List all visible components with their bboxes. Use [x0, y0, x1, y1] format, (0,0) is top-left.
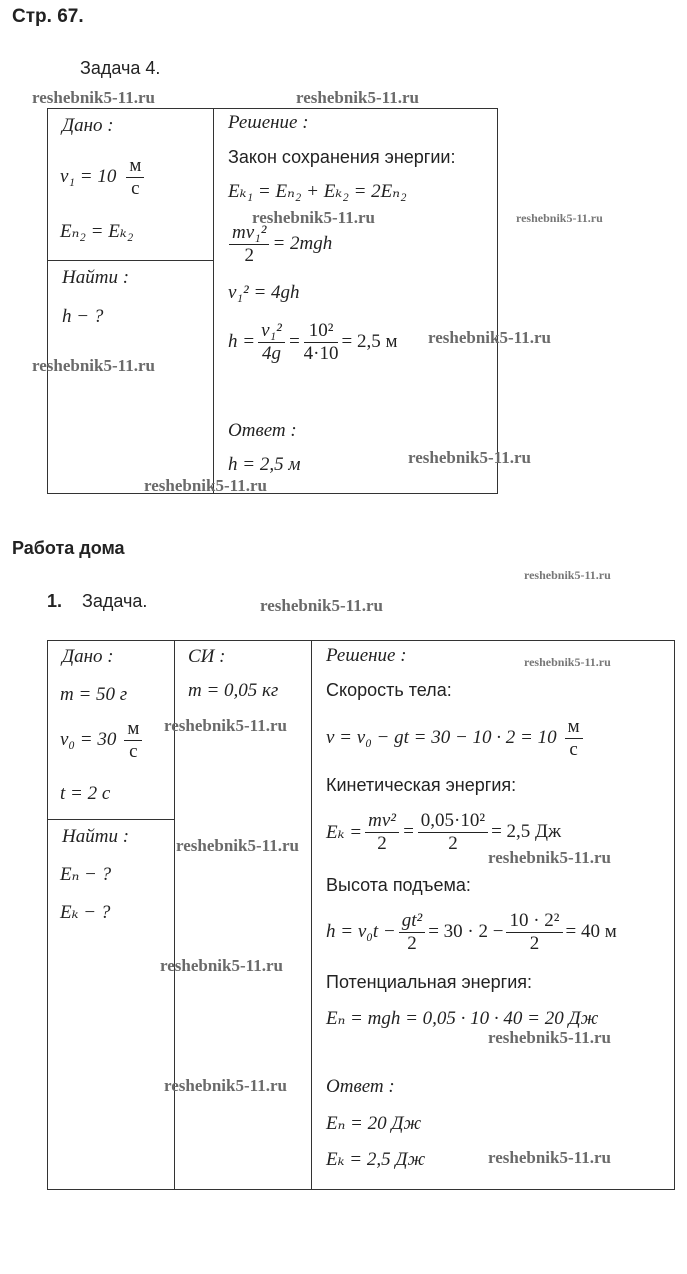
watermark: reshebnik5-11.ru	[428, 328, 551, 347]
hw-kin-label: Кинетическая энергия:	[326, 775, 517, 795]
hw-speed-label: Скорость тела:	[326, 680, 452, 700]
task4-given-label: Дано :	[62, 115, 114, 136]
watermark: reshebnik5-11.ru	[252, 208, 375, 227]
task4-find: h − ?	[62, 306, 104, 327]
homework-item-title: Задача.	[82, 591, 148, 611]
hw-height-label: Высота подъема:	[326, 875, 471, 895]
watermark: reshebnik5-11.ru	[164, 1076, 287, 1095]
task4-law: Закон сохранения энергии:	[228, 147, 456, 167]
task4-given-v1: v₁ = 10 $\frac{м}{с}$	[60, 155, 147, 200]
watermark: reshebnik5-11.ru	[32, 356, 155, 375]
hw-answer-ep: Eₙ = 20 Дж	[326, 1113, 422, 1134]
hw-find-ek: Eₖ − ?	[60, 902, 111, 923]
watermark: reshebnik5-11.ru	[524, 655, 611, 669]
watermark: reshebnik5-11.ru	[32, 88, 155, 107]
hw-find-ep: Eₙ − ?	[60, 864, 112, 885]
hw-speed-eq: v = v₀ − gt = 30 − 10 · 2 = 10 $\frac{м}{с}$	[326, 716, 586, 761]
hw-pot-label: Потенциальная энергия:	[326, 972, 533, 992]
hw-find-label: Найти :	[62, 826, 130, 847]
watermark: reshebnik5-11.ru	[516, 211, 603, 225]
task4-given-en2: Eₙ₂ = Eₖ₂	[60, 221, 134, 242]
watermark: reshebnik5-11.ru	[144, 476, 267, 495]
watermark: reshebnik5-11.ru	[296, 88, 419, 107]
task4-answer: h = 2,5 м	[228, 454, 301, 475]
hw-height-eq: h = v₀t − $\frac{\text{gt²}}{2}$ = 30 · 2 − $\frac{\text{10 · 2²}}{2}$ = 40 м	[326, 910, 617, 954]
watermark: reshebnik5-11.ru	[524, 568, 611, 582]
hw-given-v0: v₀ = 30 $\frac{м}{с}$	[60, 718, 145, 763]
hw-answer-label: Ответ :	[326, 1076, 395, 1097]
hw-given-t: t = 2 с	[60, 783, 111, 804]
hw-given-m: m = 50 г	[60, 684, 128, 705]
task4-eq2: $\frac{\text{mv₁²}}{2}$ = 2mgh	[226, 222, 332, 267]
watermark: reshebnik5-11.ru	[176, 836, 299, 855]
hw-pot-eq: Eₙ = mgh = 0,05 · 10 · 40 = 20 Дж	[326, 1008, 599, 1029]
watermark: reshebnik5-11.ru	[160, 956, 283, 975]
task4-find-label: Найти :	[62, 267, 130, 288]
watermark: reshebnik5-11.ru	[488, 1028, 611, 1047]
hw-kin-eq: Eₖ = $\frac{\text{mv²}}{2}$ = $\frac{\text{0,05·10²}}{2}$ = 2,5 Дж	[326, 810, 562, 854]
task4-solution-label: Решение :	[228, 112, 309, 133]
hw-solution-label: Решение :	[326, 645, 407, 666]
task4-eq1: Eₖ₁ = Eₙ₂ + Eₖ₂ = 2Eₙ₂	[228, 181, 407, 202]
homework-heading: Работа дома	[12, 538, 125, 558]
task4-eq3: v₁² = 4gh	[228, 282, 300, 303]
hw-si-m: m = 0,05 кг	[188, 680, 279, 701]
task4-title: Задача 4.	[80, 58, 161, 78]
watermark: reshebnik5-11.ru	[260, 596, 383, 615]
hw-si-label: СИ :	[188, 646, 226, 667]
hw-given-label: Дано :	[62, 646, 114, 667]
watermark: reshebnik5-11.ru	[164, 716, 287, 735]
watermark: reshebnik5-11.ru	[488, 1148, 611, 1167]
task4-eq4: h = $\frac{\text{v₁²}}{4g}$ = $\frac{\text{10²}}{4\cdot 10}$ = 2,5 м	[228, 320, 398, 364]
watermark: reshebnik5-11.ru	[408, 448, 531, 467]
task4-answer-label: Ответ :	[228, 420, 297, 441]
hw-answer-ek: Eₖ = 2,5 Дж	[326, 1149, 426, 1170]
watermark: reshebnik5-11.ru	[488, 848, 611, 867]
page-title: Стр. 67.	[12, 6, 84, 27]
homework-item-number: 1.	[47, 591, 63, 611]
